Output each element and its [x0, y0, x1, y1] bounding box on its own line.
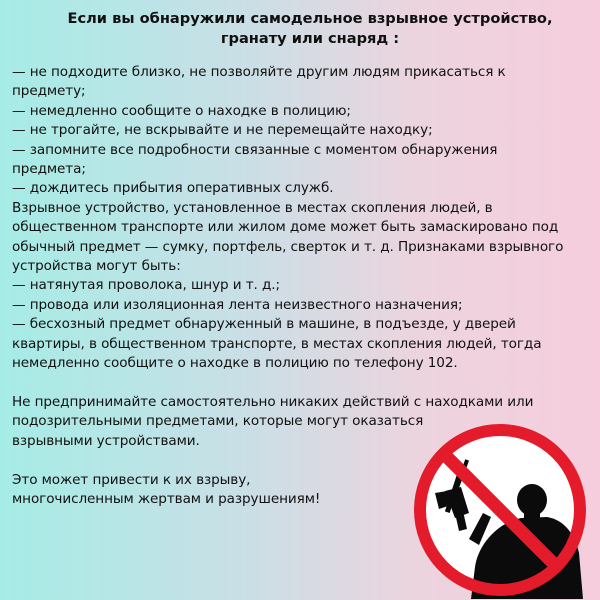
title-line-1: Если вы обнаружили самодельное взрывное устройство,: [67, 10, 553, 27]
warning-line: взрывными устройствами.: [12, 432, 200, 449]
consequence-line: Это может привести к их взрыву,: [12, 471, 251, 488]
body-line: квартиры, в общественном транспорте, в местах скопления людей, тогда: [12, 335, 542, 352]
body-line: немедленно сообщите о находке в полицию по телефону 102.: [12, 355, 458, 372]
body-line: — запомните все подробности связанные с моментом обнаружения: [12, 141, 498, 158]
body-line: предмету;: [12, 83, 86, 100]
body-line: общественном транспорте или жилом доме может быть замаскировано под: [12, 219, 559, 236]
body-line: предмета;: [12, 161, 86, 178]
body-line: Взрывное устройство, установленное в местах скопления людей, в: [12, 199, 493, 216]
body-line: обычный предмет — сумку, портфель, сверток и т. д. Признаками взрывного: [12, 238, 564, 255]
body-line: — провода или изоляционная лента неизвестного назначения;: [12, 296, 463, 313]
warning-line: Не предпринимайте самостоятельно никаких действий с находками или: [12, 393, 534, 410]
body-line: — бесхозный предмет обнаруженный в машине, в подъезде, у дверей: [12, 316, 516, 333]
body-line: устройства могут быть:: [12, 258, 181, 275]
body-line: — не подходите близко, не позволяйте другим людям прикасаться к: [12, 64, 506, 80]
body-line: — немедленно сообщите о находке в полицию;: [12, 102, 351, 119]
page-title: [30, 9, 590, 49]
body-line: — не трогайте, не вскрывайте и не перемещайте находку;: [12, 122, 433, 139]
no-terrorism-prohibition-icon: [411, 421, 589, 599]
consequence-line: многочисленным жертвам и разрушениям!: [12, 490, 321, 507]
paragraph-gap: [12, 374, 598, 393]
warning-line: подозрительными предметами, которые могут оказаться: [12, 413, 424, 430]
body-line: — дождитесь прибытия оперативных служб.: [12, 180, 334, 197]
title-line-2: гранату или снаряд :: [220, 30, 400, 47]
body-line: — натянутая проволока, шнур и т. д.;: [12, 277, 280, 294]
